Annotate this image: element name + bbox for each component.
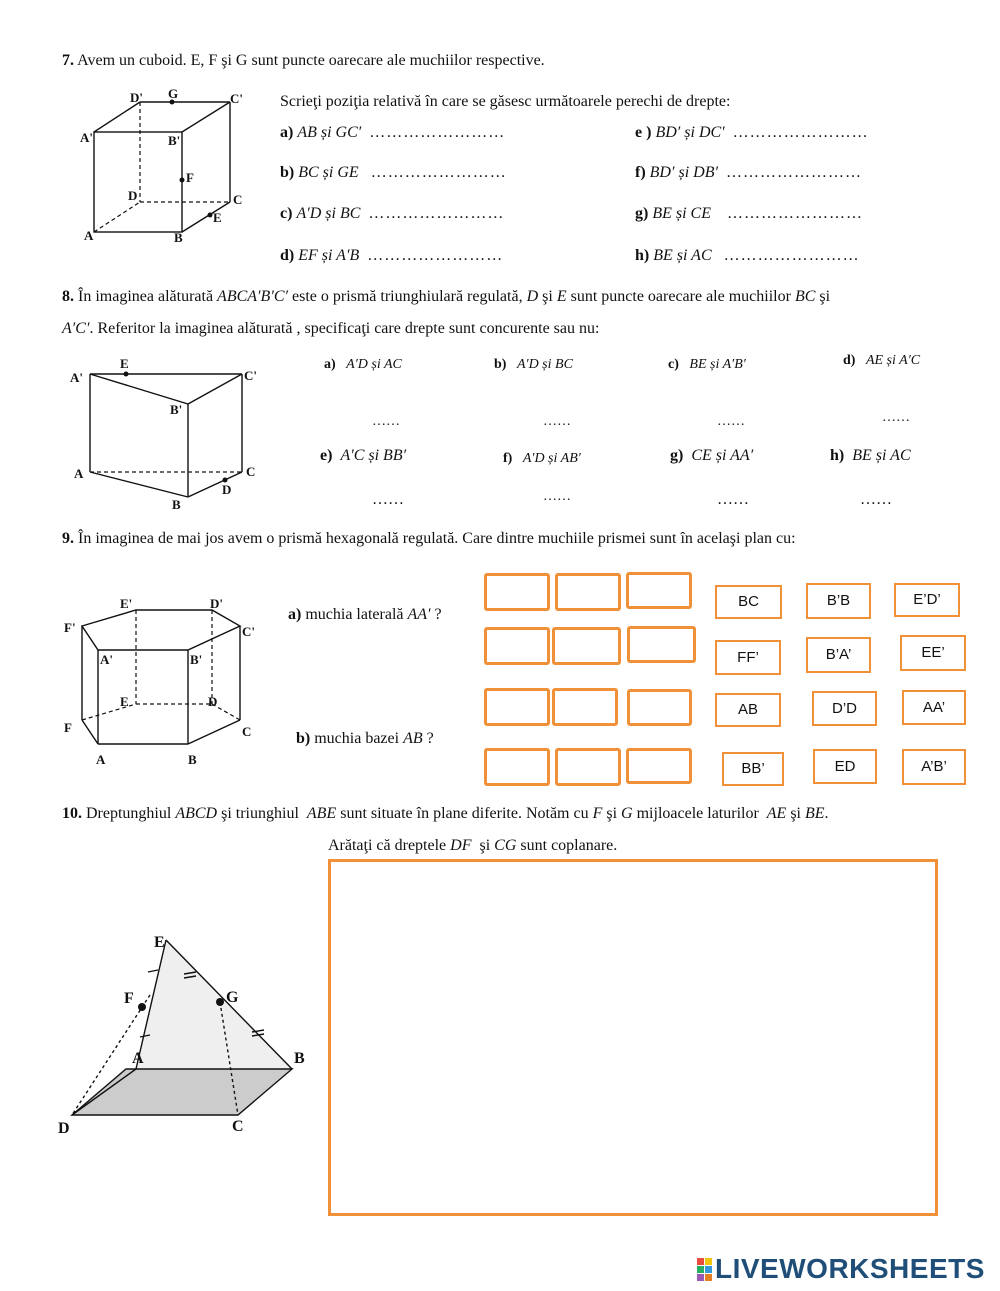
figure-label: B' (170, 402, 183, 417)
q7-fig-label: B' (168, 133, 181, 148)
figure-label: D (208, 694, 218, 709)
q8-prism-figure (66, 352, 276, 514)
answer-card[interactable]: B’A’ (806, 637, 871, 673)
q8-item-g: g) CE și AA′ (670, 447, 754, 464)
figure-label: C' (244, 368, 257, 383)
q7-fig-label: D' (130, 90, 143, 105)
answer-card[interactable]: B’B (806, 583, 871, 619)
q8-item-c: c) BE și A′B′ (668, 357, 746, 372)
q9-question-b: b) muchia bazei AB ? (296, 730, 434, 747)
answer-blank[interactable]: …………………… (732, 124, 869, 141)
q10-figure (54, 925, 324, 1140)
answer-card[interactable]: D’D (812, 691, 877, 726)
q7-fig-label: A (84, 228, 94, 243)
figure-label: A (132, 1050, 144, 1067)
q8-item-d: d) AE și A′C (843, 353, 921, 368)
q7-fig-label: G (168, 88, 179, 101)
q7-fig-label: D (128, 188, 138, 203)
drop-box[interactable] (627, 689, 692, 726)
q8-heading-line2: A′C′. Referitor la imaginea alăturată , specificaţi care drepte sunt concurente sau nu: (62, 320, 600, 337)
answer-blank[interactable]: …… (372, 491, 404, 508)
q9-question-a: a) muchia laterală AA′ ? (288, 606, 442, 623)
q8-item-e: e) A′C și BB′ (320, 447, 407, 464)
figure-label: B (188, 752, 197, 767)
drop-box[interactable] (555, 573, 621, 611)
figure-label: D (222, 482, 232, 497)
drop-box[interactable] (484, 748, 550, 786)
q8-item-h: h) BE și AC (830, 447, 911, 464)
figure-label: A (96, 752, 106, 767)
figure-label: A' (100, 652, 113, 667)
figure-label: F (64, 720, 72, 735)
figure-label: D' (210, 596, 223, 611)
q7-instruction: Scrieţi poziţia relativă în care se găsesc următoarele perechi de drepte: (280, 93, 731, 110)
q7-cuboid-figure (78, 88, 258, 248)
answer-card[interactable]: BB’ (722, 752, 784, 786)
answer-blank[interactable]: …… (543, 489, 571, 504)
q7-item-c: c) A′D și BC …………………… (280, 205, 505, 222)
drop-box[interactable] (626, 572, 692, 609)
answer-blank[interactable]: …… (543, 414, 571, 429)
figure-label: C (246, 464, 256, 479)
drop-box[interactable] (552, 688, 618, 726)
figure-label: E' (120, 596, 133, 611)
answer-card[interactable]: AA’ (902, 690, 966, 725)
liveworksheets-logo (697, 1254, 985, 1284)
q10-heading-line1: 10. Dreptunghiul ABCD şi triunghiul ABE sunt situate în plane diferite. Notăm cu F şi G mijloacele laturilor AE şi BE. (62, 805, 829, 822)
figure-label: E (120, 356, 129, 371)
q7-item-b: b) BC și GE …………………… (280, 164, 507, 181)
q7-item-h: h) BE și AC …………………… (635, 247, 860, 264)
q7-fig-label: C (233, 192, 243, 207)
figure-label: B (172, 497, 181, 512)
figure-label: F' (64, 620, 76, 635)
figure-label: C' (242, 624, 255, 639)
q7-heading (62, 52, 545, 70)
q9-hexagonal-prism-figure (60, 590, 270, 772)
answer-blank[interactable]: …………………… (369, 124, 506, 141)
q7-item-g: g) BE și CE …………………… (635, 205, 863, 222)
answer-card[interactable]: ED (813, 749, 877, 784)
figure-label: A (74, 466, 84, 481)
q7-item-a: a) AB și GC′ …………………… (280, 124, 506, 141)
answer-card[interactable]: A’B’ (902, 749, 966, 785)
figure-label: B (294, 1050, 305, 1067)
figure-label: G (226, 989, 239, 1006)
q10-heading-line2: Arătaţi că dreptele DF şi CG sunt coplanare. (328, 837, 618, 854)
q7-item-d: d) EF și A′B …………………… (280, 247, 504, 264)
answer-blank[interactable]: …………………… (725, 164, 862, 181)
answer-blank[interactable]: …………………… (368, 205, 505, 222)
q9-heading: 9. În imaginea de mai jos avem o prismă hexagonală regulată. Care dintre muchiile prismei sunt în acelaşi plan cu: (62, 530, 796, 547)
q7-item-e: e ) BD′ și DC′ …………………… (635, 124, 869, 141)
answer-card[interactable]: BC (715, 585, 782, 619)
answer-blank[interactable]: …… (860, 491, 892, 508)
q7-item-f: f) BD′ și DB′ …………………… (635, 164, 862, 181)
q7-fig-label: B (174, 230, 183, 245)
q7-number: 7. (62, 52, 74, 69)
q7-fig-label: F (186, 170, 194, 185)
answer-blank[interactable]: …………………… (367, 247, 504, 264)
q7-fig-label: C' (230, 91, 243, 106)
q7-fig-label: A' (80, 130, 93, 145)
drop-box[interactable] (552, 627, 621, 665)
q8-item-f: f) A′D și AB′ (503, 451, 581, 466)
drop-box[interactable] (484, 688, 550, 726)
answer-blank[interactable]: …………………… (727, 205, 863, 222)
drop-box[interactable] (626, 748, 692, 784)
answer-blank[interactable]: …… (717, 414, 745, 429)
q7-fig-label: E (213, 210, 222, 225)
figure-label: E (154, 934, 165, 951)
answer-card[interactable]: E’D’ (894, 583, 960, 617)
figure-label: E (120, 694, 129, 709)
drop-box[interactable] (484, 627, 550, 665)
brand-text: LIVEWORKSHEETS (715, 1253, 985, 1284)
answer-blank[interactable]: …………………… (723, 247, 860, 264)
q8-heading-line1: 8. În imaginea alăturată ABCA′B′C′ este o prismă triunghiulară regulată, D şi E sunt puncte oarecare ale muchiilor BC şi (62, 288, 831, 305)
drop-box[interactable] (484, 573, 550, 611)
figure-label: C (242, 724, 252, 739)
answer-textarea[interactable] (328, 859, 938, 1216)
q7-text: Avem un cuboid. E, F şi G sunt puncte oarecare ale muchiilor respective. (77, 52, 545, 69)
figure-label: F (124, 990, 134, 1007)
drop-box[interactable] (627, 626, 696, 663)
drop-box[interactable] (555, 748, 621, 786)
figure-label: C (232, 1118, 244, 1135)
answer-card[interactable]: EE’ (900, 635, 966, 671)
figure-label: D (58, 1120, 70, 1137)
figure-label: A' (70, 370, 83, 385)
answer-card[interactable]: AB (715, 693, 781, 727)
answer-blank[interactable]: …… (882, 410, 910, 425)
answer-blank[interactable]: …… (372, 414, 400, 429)
answer-blank[interactable]: …………………… (370, 164, 507, 181)
answer-card[interactable]: FF’ (715, 640, 781, 675)
answer-blank[interactable]: …… (717, 491, 749, 508)
logo-icon (697, 1258, 712, 1281)
q8-item-b: b) A′D și BC (494, 357, 573, 372)
q8-item-a: a) A′D și AC (324, 357, 402, 372)
figure-label: B' (190, 652, 203, 667)
